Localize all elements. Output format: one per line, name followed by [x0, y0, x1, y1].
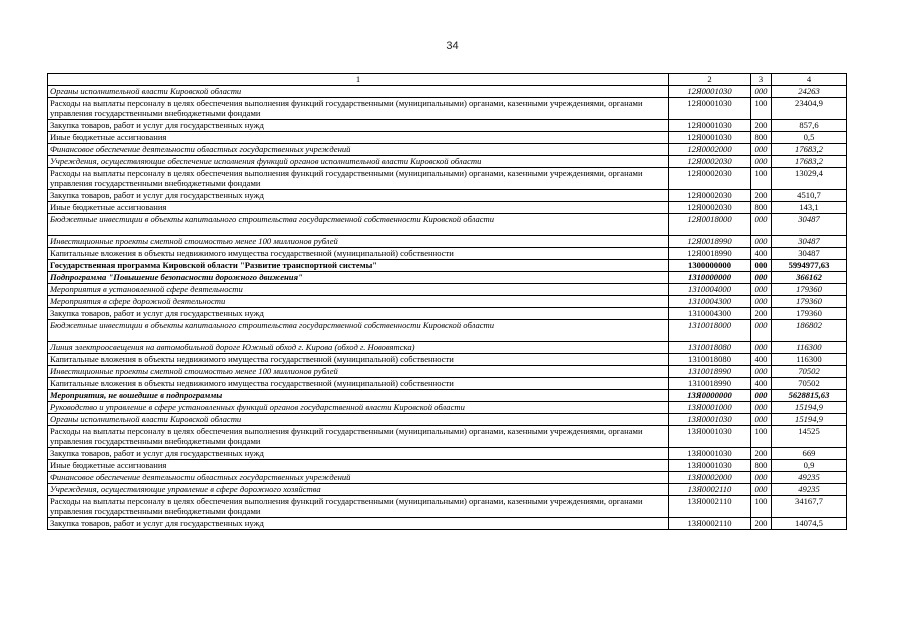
table-header	[48, 74, 847, 86]
cell-amount: 179360	[772, 296, 847, 308]
cell-code: 12Я0001030	[669, 98, 751, 120]
cell-name: Иные бюджетные ассигнования	[48, 460, 669, 472]
cell-type: 000	[751, 214, 772, 236]
cell-name: Мероприятия в установленной сфере деятельности	[48, 284, 669, 296]
cell-amount: 24263	[772, 86, 847, 98]
cell-amount: 23404,9	[772, 98, 847, 120]
cell-code: 12Я0001030	[669, 132, 751, 144]
cell-amount: 0,5	[772, 132, 847, 144]
table-row	[48, 236, 847, 248]
cell-amount: 5994977,63	[772, 260, 847, 272]
cell-amount: 30487	[772, 214, 847, 236]
cell-name: Подпрограмма "Повышение безопасности дорожного движения"	[48, 272, 669, 284]
cell-name: Инвестиционные проекты сметной стоимостью менее 100 миллионов рублей	[48, 366, 669, 378]
cell-name: Расходы на выплаты персоналу в целях обеспечения выполнения функций государственными (муниципальными) органами, казенными учреждениями, органами управления государственными внебюджетными фондами	[48, 426, 669, 448]
table-row	[48, 484, 847, 496]
table-row	[48, 320, 847, 342]
cell-amount: 30487	[772, 248, 847, 260]
cell-name: Органы исполнительной власти Кировской области	[48, 414, 669, 426]
cell-amount: 34167,7	[772, 496, 847, 518]
cell-code: 13Я0001030	[669, 414, 751, 426]
cell-code: 1310000000	[669, 272, 751, 284]
header-col-name: 1	[48, 74, 669, 86]
cell-code: 13Я0001030	[669, 448, 751, 460]
cell-name: Закупка товаров, работ и услуг для государственных нужд	[48, 190, 669, 202]
cell-code: 13Я0002110	[669, 484, 751, 496]
cell-type: 000	[751, 156, 772, 168]
table-row	[48, 414, 847, 426]
cell-name: Закупка товаров, работ и услуг для государственных нужд	[48, 308, 669, 320]
cell-amount: 366162	[772, 272, 847, 284]
cell-amount: 70502	[772, 366, 847, 378]
table-row	[48, 342, 847, 354]
table-row	[48, 402, 847, 414]
cell-code: 1310004300	[669, 308, 751, 320]
table-row	[48, 390, 847, 402]
cell-type: 000	[751, 342, 772, 354]
cell-code: 12Я0018990	[669, 236, 751, 248]
table-row	[48, 260, 847, 272]
cell-type: 000	[751, 390, 772, 402]
cell-code: 12Я0001030	[669, 120, 751, 132]
cell-type: 000	[751, 284, 772, 296]
table-row	[48, 366, 847, 378]
cell-name: Закупка товаров, работ и услуг для государственных нужд	[48, 120, 669, 132]
header-col-type: 3	[751, 74, 772, 86]
cell-code: 13Я0001000	[669, 402, 751, 414]
table-row	[48, 190, 847, 202]
table-row	[48, 86, 847, 98]
cell-name: Иные бюджетные ассигнования	[48, 132, 669, 144]
cell-code: 12Я0018990	[669, 248, 751, 260]
table-row	[48, 248, 847, 260]
cell-name: Расходы на выплаты персоналу в целях обеспечения выполнения функций государственными (муниципальными) органами, казенными учреждениями, органами управления государственными внебюджетными фондами	[48, 98, 669, 120]
cell-code: 13Я0001030	[669, 460, 751, 472]
cell-type: 100	[751, 496, 772, 518]
cell-code: 12Я0001030	[669, 86, 751, 98]
cell-type: 000	[751, 472, 772, 484]
cell-name: Мероприятия в сфере дорожной деятельности	[48, 296, 669, 308]
cell-amount: 14074,5	[772, 518, 847, 530]
table-row	[48, 156, 847, 168]
cell-name: Расходы на выплаты персоналу в целях обеспечения выполнения функций государственными (муниципальными) органами, казенными учреждениями, органами управления государственными внебюджетными фондами	[48, 168, 669, 190]
table-row	[48, 214, 847, 236]
cell-name: Мероприятия, не вошедшие в подпрограммы	[48, 390, 669, 402]
cell-code: 12Я0002000	[669, 144, 751, 156]
table-row	[48, 460, 847, 472]
cell-type: 000	[751, 86, 772, 98]
cell-amount: 857,6	[772, 120, 847, 132]
table-row	[48, 518, 847, 530]
cell-name: Руководство и управление в сфере установленных функций органов государственной власти Кировской области	[48, 402, 669, 414]
cell-name: Капитальные вложения в объекты недвижимого имущества государственной (муниципальной) собственности	[48, 378, 669, 390]
cell-amount: 5628815,63	[772, 390, 847, 402]
table-row	[48, 202, 847, 214]
cell-name: Закупка товаров, работ и услуг для государственных нужд	[48, 518, 669, 530]
table-row	[48, 284, 847, 296]
cell-type: 400	[751, 354, 772, 366]
cell-code: 1310018990	[669, 366, 751, 378]
cell-name: Бюджетные инвестиции в объекты капитального строительства государственной собственности Кировской области	[48, 320, 669, 342]
cell-amount: 17683,2	[772, 156, 847, 168]
header-row	[48, 74, 847, 86]
cell-name: Учреждения, осуществляющие управление в сфере дорожного хозяйства	[48, 484, 669, 496]
header-col-code: 2	[669, 74, 751, 86]
cell-name: Финансовое обеспечение деятельности областных государственных учреждений	[48, 144, 669, 156]
cell-code: 1310004300	[669, 296, 751, 308]
table-row	[48, 144, 847, 156]
cell-name: Капитальные вложения в объекты недвижимого имущества государственной (муниципальной) собственности	[48, 354, 669, 366]
cell-type: 200	[751, 518, 772, 530]
header-col-amount: 4	[772, 74, 847, 86]
cell-type: 200	[751, 308, 772, 320]
cell-type: 000	[751, 236, 772, 248]
cell-amount: 116300	[772, 342, 847, 354]
cell-amount: 17683,2	[772, 144, 847, 156]
cell-type: 400	[751, 248, 772, 260]
cell-type: 400	[751, 378, 772, 390]
cell-type: 800	[751, 202, 772, 214]
cell-type: 000	[751, 484, 772, 496]
cell-type: 100	[751, 168, 772, 190]
cell-name: Капитальные вложения в объекты недвижимого имущества государственной (муниципальной) собственности	[48, 248, 669, 260]
table-row	[48, 132, 847, 144]
cell-amount: 15194,9	[772, 414, 847, 426]
cell-type: 000	[751, 414, 772, 426]
cell-amount: 4510,7	[772, 190, 847, 202]
cell-type: 000	[751, 144, 772, 156]
table-row	[48, 120, 847, 132]
cell-amount: 30487	[772, 236, 847, 248]
cell-type: 100	[751, 426, 772, 448]
cell-code: 12Я0018000	[669, 214, 751, 236]
table-row	[48, 296, 847, 308]
cell-amount: 13029,4	[772, 168, 847, 190]
cell-amount: 0,9	[772, 460, 847, 472]
table-row	[48, 168, 847, 190]
cell-type: 800	[751, 460, 772, 472]
cell-code: 1310018000	[669, 320, 751, 342]
cell-amount: 186802	[772, 320, 847, 342]
cell-code: 12Я0002030	[669, 168, 751, 190]
cell-name: Бюджетные инвестиции в объекты капитального строительства государственной собственности Кировской области	[48, 214, 669, 236]
cell-type: 000	[751, 366, 772, 378]
table-body	[48, 86, 847, 530]
table-row	[48, 448, 847, 460]
page-number: 34	[446, 40, 459, 52]
table-row	[48, 98, 847, 120]
cell-type: 200	[751, 190, 772, 202]
cell-code: 13Я0002000	[669, 472, 751, 484]
cell-type: 100	[751, 98, 772, 120]
table-row	[48, 472, 847, 484]
cell-type: 000	[751, 402, 772, 414]
cell-code: 1300000000	[669, 260, 751, 272]
cell-amount: 669	[772, 448, 847, 460]
cell-code: 13Я0000000	[669, 390, 751, 402]
cell-name: Учреждения, осуществляющие обеспечение исполнения функций органов исполнительной власти Кировской области	[48, 156, 669, 168]
cell-type: 000	[751, 320, 772, 342]
cell-code: 13Я0002110	[669, 518, 751, 530]
cell-code: 1310018080	[669, 342, 751, 354]
cell-amount: 143,1	[772, 202, 847, 214]
budget-table	[47, 73, 847, 530]
cell-amount: 179360	[772, 308, 847, 320]
table-row	[48, 426, 847, 448]
cell-type: 000	[751, 272, 772, 284]
table-row	[48, 378, 847, 390]
cell-name: Закупка товаров, работ и услуг для государственных нужд	[48, 448, 669, 460]
cell-code: 12Я0002030	[669, 202, 751, 214]
cell-code: 1310018990	[669, 378, 751, 390]
cell-code: 1310004000	[669, 284, 751, 296]
cell-name: Финансовое обеспечение деятельности областных государственных учреждений	[48, 472, 669, 484]
cell-name: Линия электроосвещения на автомобильной дороге Южный обход г. Кирова (обход г. Нововятска)	[48, 342, 669, 354]
cell-name: Органы исполнительной власти Кировской области	[48, 86, 669, 98]
cell-name: Государственная программа Кировской области "Развитие транспортной системы"	[48, 260, 669, 272]
cell-name: Иные бюджетные ассигнования	[48, 202, 669, 214]
cell-type: 000	[751, 260, 772, 272]
cell-type: 200	[751, 448, 772, 460]
cell-code: 12Я0002030	[669, 156, 751, 168]
table-row	[48, 496, 847, 518]
cell-code: 13Я0002110	[669, 496, 751, 518]
cell-amount: 179360	[772, 284, 847, 296]
cell-amount: 49235	[772, 472, 847, 484]
cell-code: 12Я0002030	[669, 190, 751, 202]
cell-amount: 116300	[772, 354, 847, 366]
cell-type: 200	[751, 120, 772, 132]
table-row	[48, 308, 847, 320]
table-row	[48, 272, 847, 284]
cell-type: 000	[751, 296, 772, 308]
cell-amount: 14525	[772, 426, 847, 448]
cell-name: Расходы на выплаты персоналу в целях обеспечения выполнения функций государственными (муниципальными) органами, казенными учреждениями, органами управления государственными внебюджетными фондами	[48, 496, 669, 518]
table-row	[48, 354, 847, 366]
cell-code: 13Я0001030	[669, 426, 751, 448]
cell-code: 1310018080	[669, 354, 751, 366]
cell-amount: 15194,9	[772, 402, 847, 414]
cell-name: Инвестиционные проекты сметной стоимостью менее 100 миллионов рублей	[48, 236, 669, 248]
cell-type: 800	[751, 132, 772, 144]
cell-amount: 49235	[772, 484, 847, 496]
cell-amount: 70502	[772, 378, 847, 390]
